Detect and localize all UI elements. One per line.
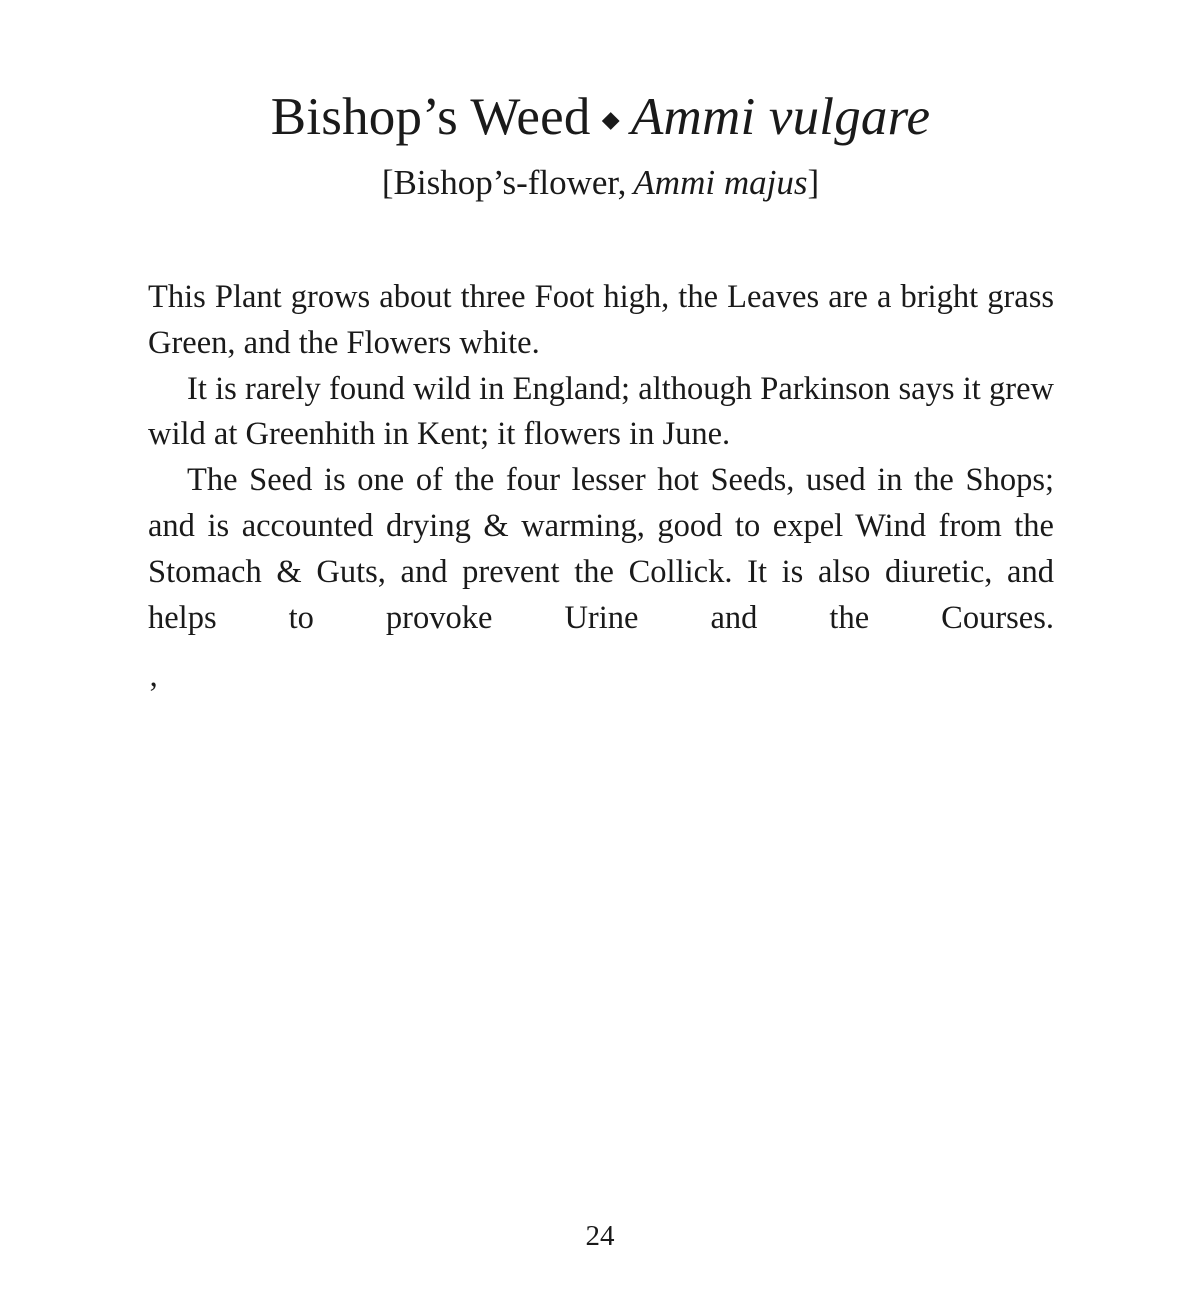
- body-paragraph-3: The Seed is one of the four lesser hot Seeds, used in the Shops; and is accounted drying & warming, good to expel Wind from the Stomach & Guts, and prevent the Collick. It is also diuretic, and helps to provoke Urine and the Courses.: [148, 462, 1054, 636]
- subtitle-common-name: Bishop’s-flower,: [393, 163, 634, 203]
- page-number: 24: [585, 1220, 615, 1252]
- title-common-name: Bishop’s Weed: [270, 88, 591, 146]
- diamond-separator-icon: ⬥: [601, 105, 620, 135]
- entry-heading-block: [148, 88, 1053, 204]
- subtitle-open-bracket: [: [381, 163, 394, 203]
- page-subtitle: [148, 163, 1053, 203]
- body-paragraph-2: It is rarely found wild in England; although Parkinson says it grew wild at Greenhith in Kent; it flowers in June.: [148, 370, 1054, 453]
- page-title: [148, 88, 1053, 147]
- body-paragraph-1: This Plant grows about three Foot high, the Leaves are a bright grass Green, and the Flowers white.: [148, 279, 1054, 361]
- title-binomial-name: Ammi vulgare: [630, 88, 931, 146]
- body-text: [148, 275, 1054, 641]
- stray-punctuation-mark: ’: [148, 676, 159, 712]
- subtitle-binomial-name: Ammi majus: [633, 163, 808, 203]
- subtitle-close-bracket: ]: [807, 163, 820, 203]
